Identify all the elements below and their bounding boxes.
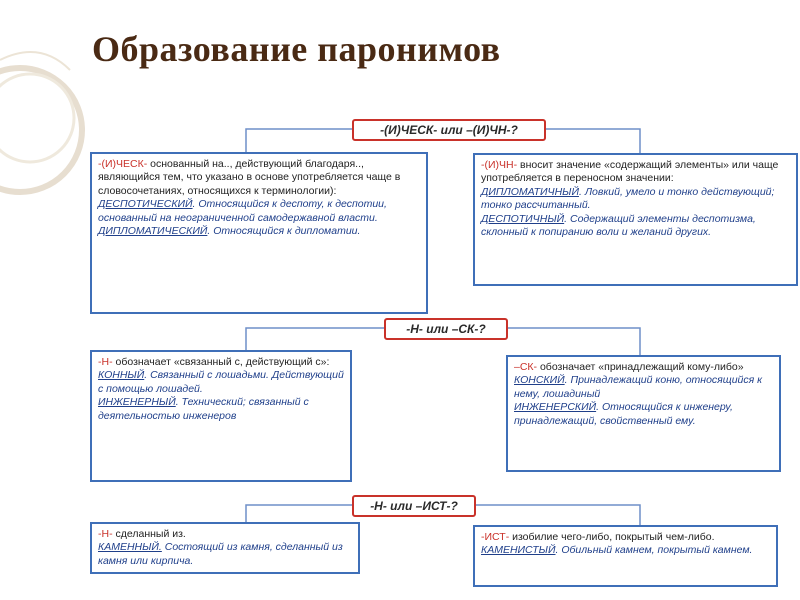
box-sk	[506, 355, 781, 472]
example-term: ДЕСПОТИЧНЫЙ	[481, 212, 565, 225]
example-definition: . Технический; связанный с деятельностью инженеров	[98, 396, 309, 422]
example-term: ИНЖЕНЕРНЫЙ	[98, 396, 176, 409]
suffix-label: -Н-	[98, 528, 113, 540]
example-definition: . Обильный камнем, покрытый камнем.	[555, 544, 753, 557]
suffix-label: –СК-	[514, 361, 538, 373]
box-n	[90, 350, 352, 482]
example-term: КОНСКИЙ	[514, 374, 565, 387]
example-term: КАМЕНИСТЫЙ	[481, 544, 556, 557]
meaning-text: основанный на.., действующий благодаря.., являющийся тем, что указано в основе употребляется чаще в словосочетаниях, относящихся к терминологии):	[98, 158, 401, 197]
example-definition: . Ловкий, умело и тонко действующий; тонко рассчитанный.	[481, 185, 775, 212]
meaning-text: изобилие чего-либо, покрытый чем-либо.	[509, 531, 715, 543]
meaning-text: обозначает «принадлежащий кому-либо»	[537, 361, 744, 373]
box-ist	[473, 525, 778, 587]
question-n-sk: -Н- или –СК-?	[384, 318, 508, 340]
example-definition: . Относящийся к дипломатии.	[207, 225, 361, 238]
question-n-ist: -Н- или –ИСТ-?	[352, 495, 476, 517]
example-term: ДИПЛОМАТИЧЕСКИЙ	[98, 225, 208, 238]
box-ichn	[473, 153, 798, 286]
suffix-label: -Н-	[98, 356, 113, 368]
example-definition: . Содержащий элементы деспотизма, склонный к попиранию воли и желаний других.	[481, 212, 756, 239]
box-ichesk	[90, 152, 428, 314]
example-term: ДИПЛОМАТИЧНЫЙ	[481, 185, 579, 198]
example-term: КОННЫЙ	[98, 369, 145, 382]
meaning-text: сделанный из.	[112, 528, 186, 540]
page-title: Образование паронимов	[92, 29, 501, 69]
suffix-label: -ИСТ-	[481, 531, 510, 543]
example-definition: . Принадлежащий коню, относящийся к нему, лошадиный	[514, 374, 763, 400]
example-definition: Состоящий из камня, сделанный из камня или кирпича.	[98, 541, 343, 567]
question-ichesk-ichn: -(И)ЧЕСК- или –(И)ЧН-?	[352, 119, 546, 141]
meaning-text: обозначает «связанный с, действующий с»:	[112, 356, 330, 368]
example-definition: . Связанный с лошадьми. Действующий с помощью лошадей.	[98, 369, 344, 395]
box-n-made-of	[90, 522, 360, 574]
suffix-label: -(И)ЧН-	[481, 159, 518, 171]
suffix-label: -(И)ЧЕСК-	[98, 158, 148, 170]
example-definition: . Относящийся к инженеру, принадлежащий, свойственный ему.	[514, 401, 733, 427]
example-term: КАМЕННЫЙ.	[98, 541, 162, 554]
meaning-text: вносит значение «содержащий элементы» или чаще употребляется в переносном значении:	[481, 159, 779, 185]
example-term: ДЕСПОТИЧЕСКИЙ	[98, 198, 193, 211]
example-term: ИНЖЕНЕРСКИЙ	[514, 401, 597, 414]
example-definition: . Относящийся к деспоту, к деспотии, основанный на неограниченной самодержавной власти.	[98, 198, 387, 224]
